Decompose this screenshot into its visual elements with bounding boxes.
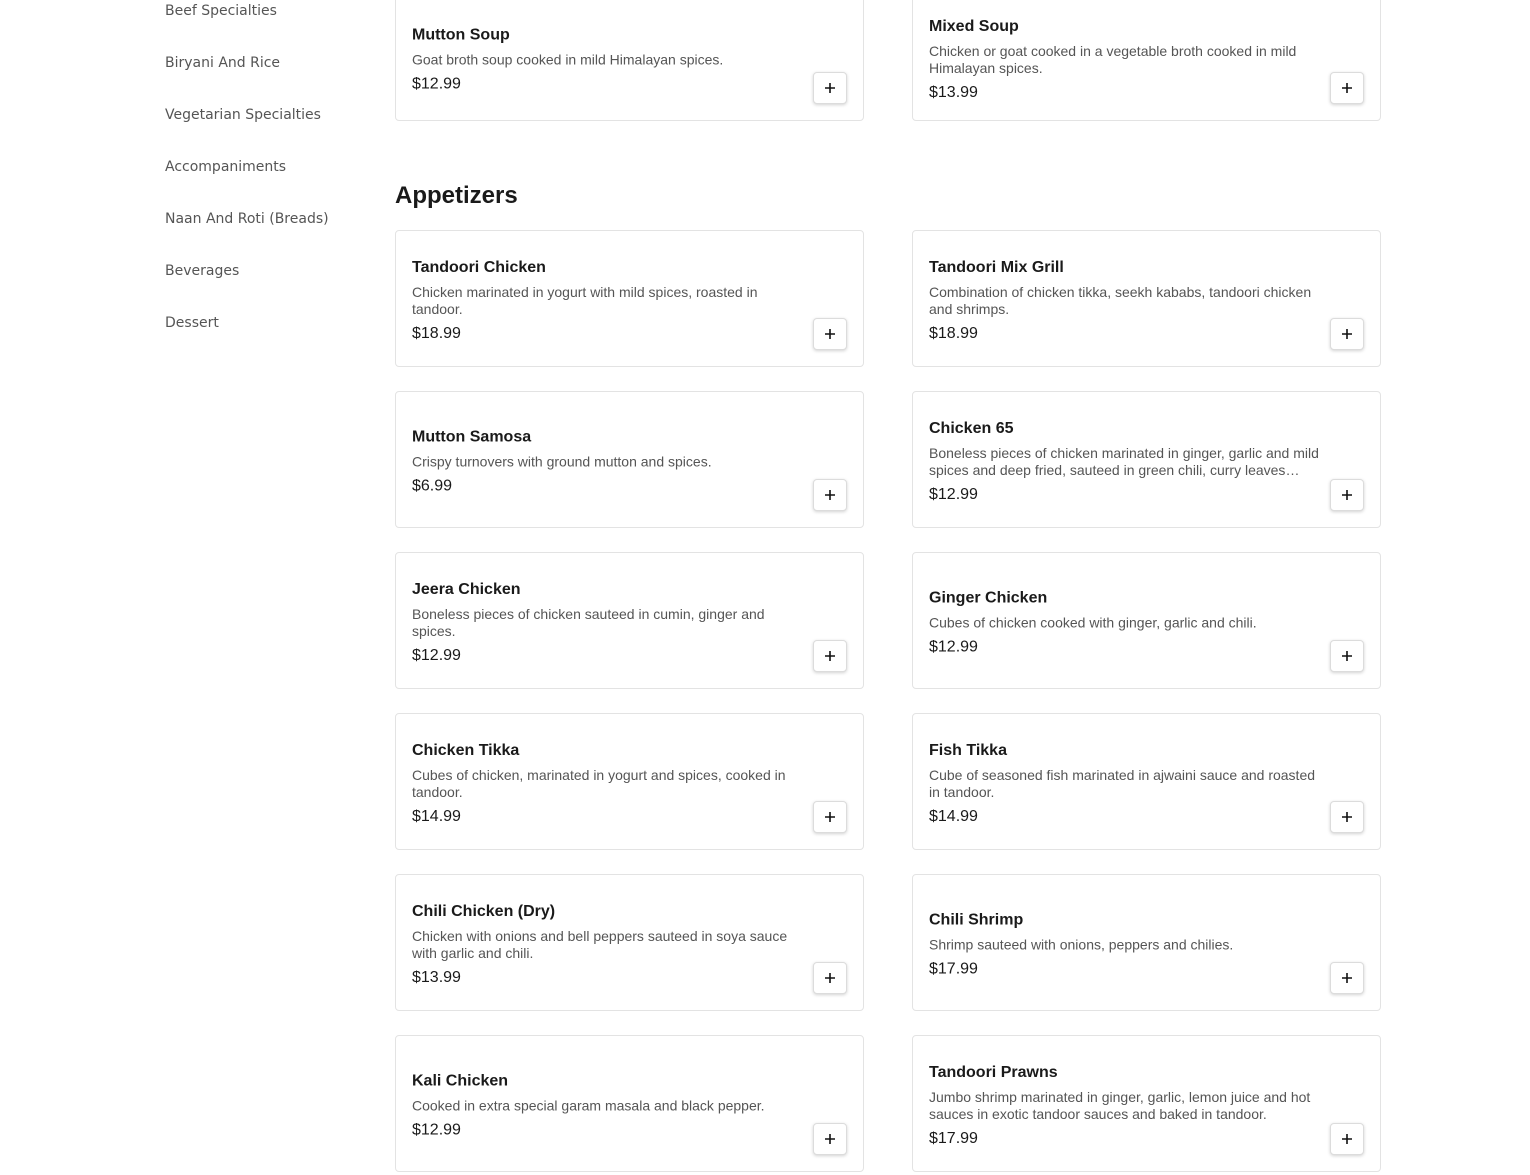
plus-icon xyxy=(1341,328,1353,340)
menu-item-card[interactable] xyxy=(912,391,1381,528)
add-item-button[interactable] xyxy=(1330,962,1364,994)
menu-item-name: Mixed Soup xyxy=(929,17,1019,35)
plus-icon xyxy=(824,489,836,501)
menu-item-name: Chili Chicken (Dry) xyxy=(412,902,556,920)
add-item-button[interactable] xyxy=(813,1123,847,1155)
plus-icon xyxy=(1341,972,1353,984)
menu-item-description: Jumbo shrimp marinated in ginger, garlic, lemon juice and hot sauces in exotic tandoor sauces and baked in tandoor. xyxy=(929,1088,1311,1122)
plus-icon xyxy=(1341,1133,1353,1145)
menu-item-name: Tandoori Mix Grill xyxy=(929,258,1064,276)
section-title-appetizers: Appetizers xyxy=(395,182,518,209)
menu-item-description: Cooked in extra special garam masala and black pepper. xyxy=(412,1097,765,1113)
add-item-button[interactable] xyxy=(813,640,847,672)
menu-item-card[interactable] xyxy=(912,230,1381,367)
menu-item-card[interactable] xyxy=(395,0,864,121)
menu-item-price: $12.99 xyxy=(929,485,978,503)
menu-item-description: Cube of seasoned fish marinated in ajwaini sauce and roasted in tandoor. xyxy=(929,766,1316,800)
menu-item-card[interactable] xyxy=(912,713,1381,850)
menu-item-name: Chicken 65 xyxy=(929,419,1014,437)
menu-item-card[interactable] xyxy=(395,552,864,689)
menu-item-price: $14.99 xyxy=(929,807,978,825)
plus-icon xyxy=(824,972,836,984)
menu-item-card[interactable] xyxy=(395,230,864,367)
menu-item-name: Mutton Soup xyxy=(412,26,510,43)
add-item-button[interactable] xyxy=(813,318,847,350)
add-item-button[interactable] xyxy=(1330,479,1364,511)
add-item-button[interactable] xyxy=(813,479,847,511)
menu-item-card[interactable] xyxy=(912,1035,1381,1172)
menu-item-name: Ginger Chicken xyxy=(929,589,1048,606)
add-item-button[interactable] xyxy=(813,962,847,994)
plus-icon xyxy=(1341,489,1353,501)
menu-item-card[interactable] xyxy=(912,0,1381,121)
menu-item-price: $18.99 xyxy=(929,324,978,342)
plus-icon xyxy=(824,328,836,340)
plus-icon xyxy=(1341,650,1353,662)
menu-item-price: $13.99 xyxy=(412,968,461,986)
menu-item-price: $17.99 xyxy=(929,1129,978,1147)
sidebar-item-dessert[interactable]: Dessert xyxy=(165,315,219,331)
plus-icon xyxy=(1341,811,1353,823)
menu-item-description: Chicken or goat cooked in a vegetable broth cooked in mild Himalayan spices. xyxy=(929,42,1297,76)
menu-item-name: Fish Tikka xyxy=(929,741,1007,759)
plus-icon xyxy=(1341,82,1353,94)
menu-item-name: Chicken Tikka xyxy=(412,741,520,759)
menu-item-price: $12.99 xyxy=(412,646,461,664)
sidebar-item-vegetarian-specialties[interactable]: Vegetarian Specialties xyxy=(165,107,321,123)
menu-item-price: $14.99 xyxy=(412,807,461,825)
add-item-button[interactable] xyxy=(813,72,847,104)
add-item-button[interactable] xyxy=(1330,1123,1364,1155)
menu-item-description: Chicken with onions and bell peppers sauteed in soya sauce with garlic and chili. xyxy=(412,927,788,961)
menu-item-name: Kali Chicken xyxy=(412,1072,509,1089)
sidebar-item-biryani-and-rice[interactable]: Biryani And Rice xyxy=(165,55,281,71)
menu-item-price: $12.99 xyxy=(412,1121,461,1138)
menu-item-card[interactable] xyxy=(395,874,864,1011)
menu-item-card[interactable] xyxy=(395,391,864,528)
menu-item-price: $13.99 xyxy=(929,83,978,101)
sidebar-item-naan-and-roti[interactable]: Naan And Roti (Breads) xyxy=(165,211,329,227)
menu-item-description: Cubes of chicken cooked with ginger, garlic and chili. xyxy=(929,614,1257,630)
menu-item-card[interactable] xyxy=(395,1035,864,1172)
plus-icon xyxy=(824,82,836,94)
menu-item-description: Goat broth soup cooked in mild Himalayan spices. xyxy=(412,51,724,67)
menu-item-price: $12.99 xyxy=(929,638,978,655)
menu-item-price: $18.99 xyxy=(412,324,461,342)
add-item-button[interactable] xyxy=(1330,640,1364,672)
menu-item-name: Jeera Chicken xyxy=(412,580,521,598)
sidebar-item-beef-specialties[interactable]: Beef Specialties xyxy=(165,3,277,19)
menu-item-price: $12.99 xyxy=(412,75,461,92)
menu-item-description: Boneless pieces of chicken sauteed in cumin, ginger and spices. xyxy=(412,605,765,639)
menu-item-description: Chicken marinated in yogurt with mild spices, roasted in tandoor. xyxy=(412,283,758,317)
menu-item-card[interactable] xyxy=(912,874,1381,1011)
menu-item-description: Shrimp sauteed with onions, peppers and chilies. xyxy=(929,936,1234,952)
menu-item-name: Mutton Samosa xyxy=(412,428,532,445)
menu-item-name: Tandoori Chicken xyxy=(412,258,546,276)
plus-icon xyxy=(824,811,836,823)
add-item-button[interactable] xyxy=(1330,72,1364,104)
plus-icon xyxy=(824,1133,836,1145)
sidebar-item-accompaniments[interactable]: Accompaniments xyxy=(165,159,287,175)
menu-item-description: Cubes of chicken, marinated in yogurt and spices, cooked in tandoor. xyxy=(412,766,786,800)
menu-item-price: $17.99 xyxy=(929,960,978,977)
add-item-button[interactable] xyxy=(813,801,847,833)
menu-item-card[interactable] xyxy=(912,552,1381,689)
sidebar-item-beverages[interactable]: Beverages xyxy=(165,263,240,279)
menu-item-name: Tandoori Prawns xyxy=(929,1063,1058,1081)
menu-item-name: Chili Shrimp xyxy=(929,911,1024,928)
plus-icon xyxy=(824,650,836,662)
menu-item-card[interactable] xyxy=(395,713,864,850)
menu-item-description: Combination of chicken tikka, seekh kababs, tandoori chicken and shrimps. xyxy=(929,283,1312,317)
menu-item-description: Boneless pieces of chicken marinated in ginger, garlic and mild spices and deep fried, sauteed in green chili, curry leaves xyxy=(929,444,1319,478)
menu-item-price: $6.99 xyxy=(412,477,453,494)
add-item-button[interactable] xyxy=(1330,801,1364,833)
add-item-button[interactable] xyxy=(1330,318,1364,350)
menu-item-description: Crispy turnovers with ground mutton and spices. xyxy=(412,453,712,469)
